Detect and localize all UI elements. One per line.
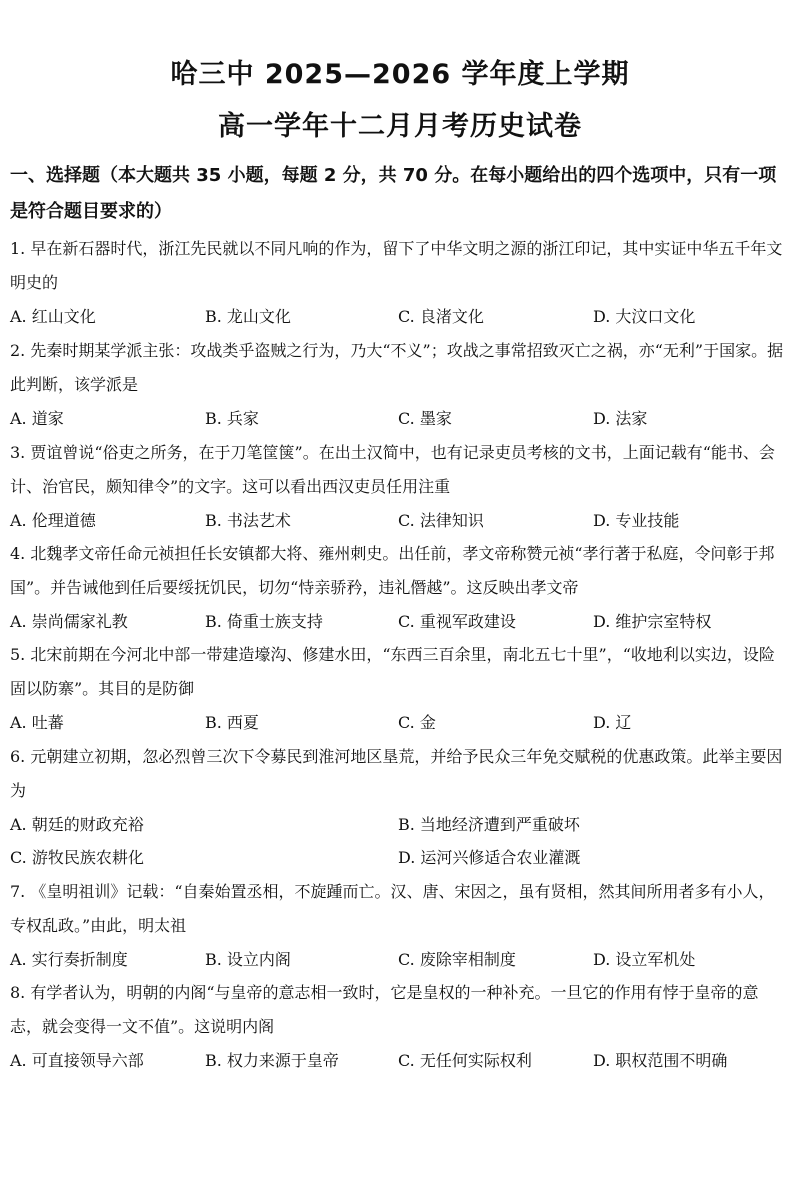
q2-option-d: D. 法家 <box>593 409 648 428</box>
q5-option-c: C. 金 <box>398 713 436 732</box>
q5-option-a: A. 吐蕃 <box>10 713 64 732</box>
q7-option-b: B. 设立内阁 <box>205 950 291 969</box>
q3-option-b: B. 书法艺术 <box>205 511 291 530</box>
q8-option-a: A. 可直接领导六部 <box>10 1051 144 1070</box>
q6-option-d: D. 运河兴修适合农业灌溉 <box>398 848 581 867</box>
question-6-options-row1 <box>10 808 790 842</box>
q5-option-b: B. 西夏 <box>205 713 259 732</box>
q4-option-a: A. 崇尚儒家礼教 <box>10 612 128 631</box>
question-7-options <box>10 943 790 977</box>
question-1-options <box>10 300 790 334</box>
question-8-options <box>10 1044 790 1078</box>
q8-option-b: B. 权力来源于皇帝 <box>205 1051 339 1070</box>
q4-option-d: D. 维护宗室特权 <box>593 612 712 631</box>
question-2-stem: 2. 先秦时期某学派主张：攻战类乎盗贼之行为，乃大“不义”；攻战之事常招致灭亡之祸，亦“无利”于国家。据此判断，该学派是 <box>10 341 784 394</box>
question-3-stem: 3. 贾谊曾说“俗吏之所务，在于刀笔筐箧”。在出土汉简中，也有记录吏员考核的文书，上面记载有“能书、会计、治官民，颇知律令”的文字。这可以看出西汉吏员任用注重 <box>10 443 775 496</box>
q3-option-d: D. 专业技能 <box>593 511 680 530</box>
q6-option-b: B. 当地经济遭到严重破坏 <box>398 815 580 834</box>
question-6-stem: 6. 元朝建立初期，忽必烈曾三次下令募民到淮河地区垦荒，并给予民众三年免交赋税的优惠政策。此举主要因为 <box>10 747 783 800</box>
exam-subtitle: 高一学年十二月月考历史试卷 <box>218 111 582 142</box>
question-8-stem: 8. 有学者认为，明朝的内阁“与皇帝的意志相一致时，它是皇权的一种补充。一旦它的作用有悖于皇帝的意志，就会变得一文不值”。这说明内阁 <box>10 983 759 1036</box>
q1-option-c: C. 良渚文化 <box>398 307 484 326</box>
q2-option-b: B. 兵家 <box>205 409 259 428</box>
question-5-stem: 5. 北宋前期在今河北中部一带建造壕沟、修建水田，“东西三百余里，南北五七十里”，“收地利以实边，设险固以防寨”。其目的是防御 <box>10 645 775 698</box>
q8-option-d: D. 职权范围不明确 <box>593 1051 728 1070</box>
question-6-options-row2 <box>10 841 790 875</box>
q6-option-a: A. 朝廷的财政充裕 <box>10 815 144 834</box>
q7-option-a: A. 实行奏折制度 <box>10 950 128 969</box>
q7-option-c: C. 废除宰相制度 <box>398 950 516 969</box>
q1-option-a: A. 红山文化 <box>10 307 96 326</box>
q4-option-b: B. 倚重士族支持 <box>205 612 323 631</box>
section-heading: 一、选择题（本大题共 35 小题，每题 2 分，共 70 分。在每小题给出的四个选项中，只有一项是符合题目要求的） <box>10 165 777 222</box>
question-4-options <box>10 605 790 639</box>
question-1-stem: 1. 早在新石器时代，浙江先民就以不同凡响的作为，留下了中华文明之源的浙江印记，其中实证中华五千年文明史的 <box>10 239 783 292</box>
question-3-options <box>10 504 790 538</box>
q3-option-c: C. 法律知识 <box>398 511 484 530</box>
q2-option-c: C. 墨家 <box>398 409 452 428</box>
q8-option-c: C. 无任何实际权利 <box>398 1051 532 1070</box>
q3-option-a: A. 伦理道德 <box>10 511 96 530</box>
q4-option-c: C. 重视军政建设 <box>398 612 516 631</box>
q2-option-a: A. 道家 <box>10 409 64 428</box>
question-2-options <box>10 402 790 436</box>
exam-title: 哈三中 2025—2026 学年度上学期 <box>170 59 630 90</box>
question-5-options <box>10 706 790 740</box>
q5-option-d: D. 辽 <box>593 713 632 732</box>
question-7-stem: 7. 《皇明祖训》记载：“自秦始置丞相，不旋踵而亡。汉、唐、宋因之，虽有贤相，然其间所用者多有小人，专权乱政。”由此，明太祖 <box>10 882 775 935</box>
q7-option-d: D. 设立军机处 <box>593 950 696 969</box>
q1-option-b: B. 龙山文化 <box>205 307 291 326</box>
q6-option-c: C. 游牧民族农耕化 <box>10 848 144 867</box>
question-4-stem: 4. 北魏孝文帝任命元祯担任长安镇都大将、雍州刺史。出任前，孝文帝称赞元祯“孝行著于私庭，令问彰于邦国”。并告诫他到任后要绥抚饥民，切勿“恃亲骄矜，违礼僭越”。这反映出孝文帝 <box>10 544 775 597</box>
q1-option-d: D. 大汶口文化 <box>593 307 696 326</box>
